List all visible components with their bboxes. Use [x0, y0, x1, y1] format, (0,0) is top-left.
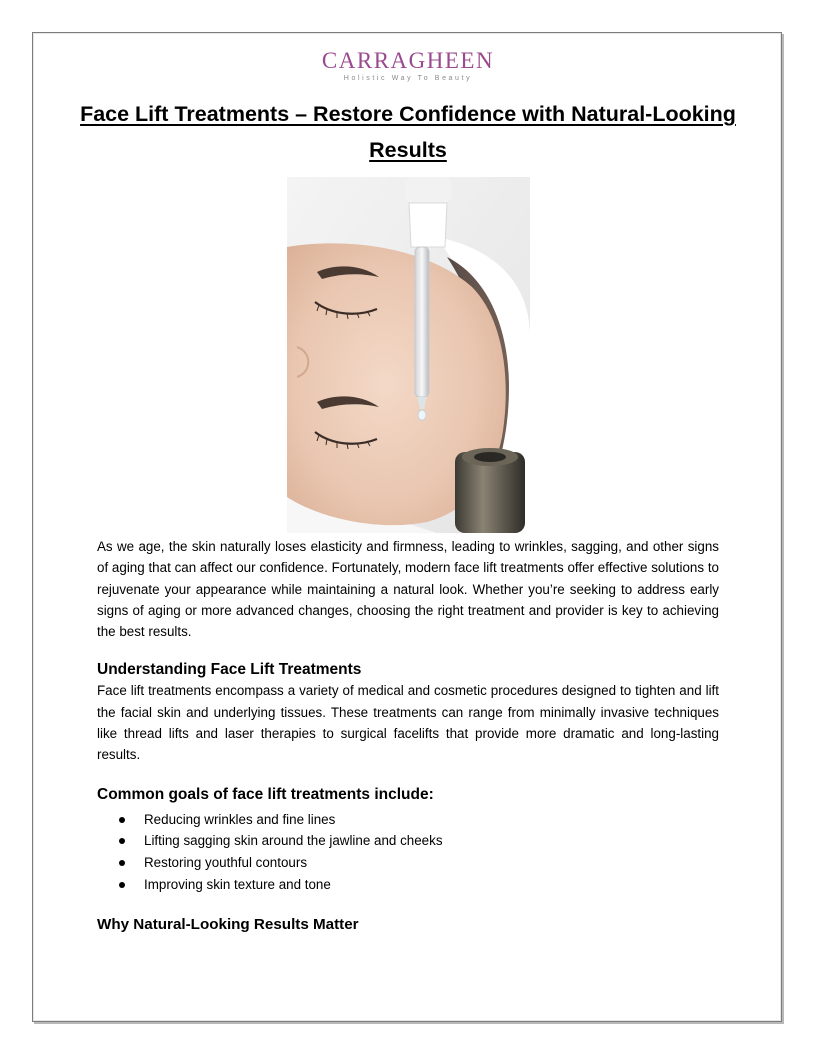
list-item-text: Lifting sagging skin around the jawline and cheeks: [144, 833, 443, 849]
brand-logo: [0, 48, 816, 82]
page-title: Face Lift Treatments – Restore Confidence with Natural-Looking Results: [80, 102, 736, 162]
brand-tagline: Holistic Way To Beauty: [343, 75, 473, 82]
bullet-icon: [119, 860, 125, 866]
goals-heading: Common goals of face lift treatments include:: [97, 785, 434, 803]
intro-paragraph: As we age, the skin naturally loses elasticity and firmness, leading to wrinkles, sagging, and other signs of aging that can affect our confidence. Fortunately, modern face lift treatments offer effective solutions to rejuvenate your appearance while maintaining a natural look. Whether you’re seeking to address early signs of aging or more advanced changes, choosing the right treatment and provider is key to achieving the best results.: [97, 539, 719, 640]
list-item: [97, 830, 719, 852]
bullet-icon: [119, 882, 125, 888]
understanding-heading: Understanding Face Lift Treatments: [97, 661, 362, 679]
list-item: [97, 874, 719, 896]
page-border-shadow-right: [782, 34, 784, 1024]
list-item: [97, 852, 719, 874]
page-border-shadow-bottom: [34, 1022, 782, 1024]
understanding-paragraph: Face lift treatments encompass a variety of medical and cosmetic procedures designed to tighten and lift the facial skin and underlying tissues. These treatments can range from minimally invasive techniques like thread lifts and laser therapies to surgical facelifts that provide more dramatic and long-lasting results.: [97, 683, 719, 763]
facial-serum-dropper-photo: [287, 177, 530, 533]
bullet-icon: [119, 838, 125, 844]
why-heading: Why Natural-Looking Results Matter: [97, 916, 359, 934]
list-item: [97, 809, 719, 831]
brand-name: CARRAGHEEN: [321, 48, 495, 73]
list-item-text: Improving skin texture and tone: [144, 876, 331, 892]
goals-list: [97, 809, 719, 896]
list-item-text: Reducing wrinkles and fine lines: [144, 811, 336, 827]
article-body: [97, 536, 719, 935]
bullet-icon: [119, 817, 125, 823]
hero-image: [287, 177, 530, 533]
list-item-text: Restoring youthful contours: [144, 855, 308, 871]
